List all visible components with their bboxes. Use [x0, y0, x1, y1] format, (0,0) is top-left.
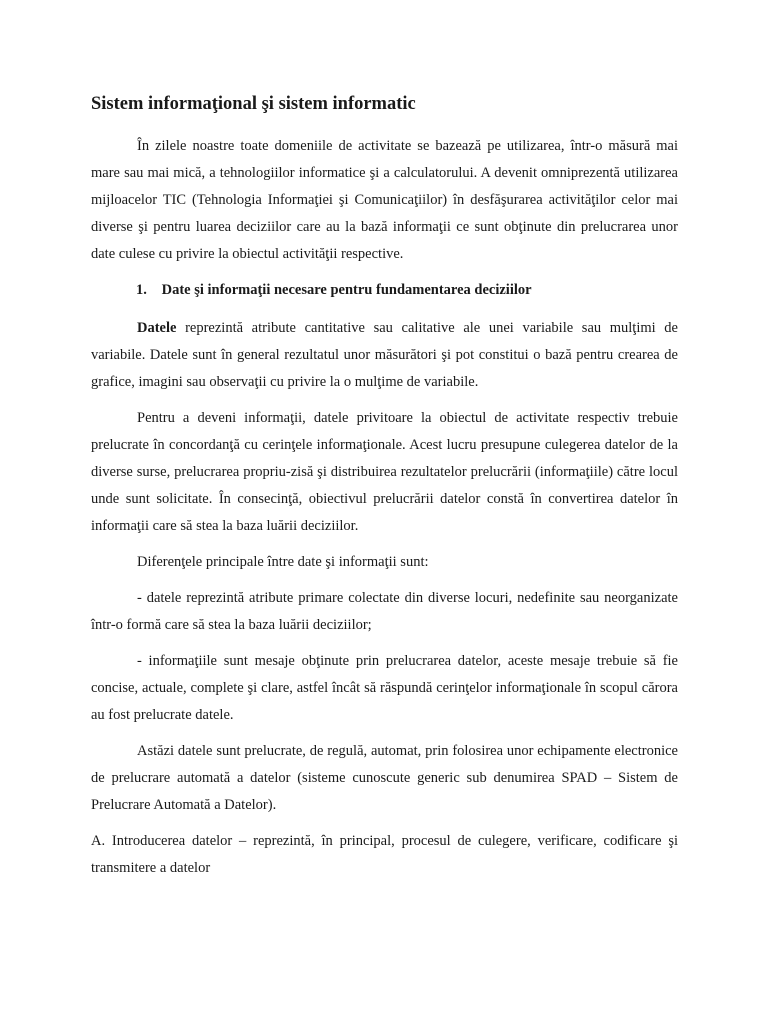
differences-intro: Diferenţele principale între date şi informaţii sunt:	[137, 554, 429, 570]
section-heading-text: Date şi informaţii necesare pentru fundamentarea deciziilor	[161, 282, 532, 298]
section-heading	[91, 277, 678, 304]
intro-paragraph: În zilele noastre toate domeniile de activitate se bazează pe utilizarea, într-o măsură mai mare sau mai mică, a tehnologiilor informatice şi a calculatorului. A devenit omniprezentă utilizarea mijloacelor TIC (Tehnologia Informaţiei şi Comunicaţiilor) în desfăşurarea activităţilor celor mai diverse şi pentru luarea deciziilor care au la bază informaţii ce sunt obţinute din prelucrarea unor date culese cu privire la obiectul activităţii respective.	[91, 138, 678, 262]
datele-term: Datele	[137, 320, 177, 336]
datele-paragraph	[91, 315, 678, 396]
informatii-paragraph: Pentru a deveni informaţii, datele privitoare la obiectul de activitate respectiv trebuie prelucrate în concordanţă cu cerinţele informaţionale. Acest lucru presupune culegerea datelor de la diverse surse, prelucrarea propriu-zisă şi distribuirea rezultatelor prelucrării (informaţiile) către locul unde sunt solicitate. În consecinţă, obiectivul prelucrării datelor constă în convertirea datelor în informaţii care să stea la baza luării deciziilor.	[91, 410, 678, 534]
difference-date-item: - datele reprezintă atribute primare colectate din diverse locuri, nedefinite sau neorganizate într-o formă care să stea la baza luării deciziilor;	[91, 590, 678, 633]
spad-paragraph: Astăzi datele sunt prelucrate, de regulă, automat, prin folosirea unor echipamente electronice de prelucrare automată a datelor (sisteme cunoscute generic sub denumirea SPAD – Sistem de Prelucrare Automată a Datelor).	[91, 743, 678, 813]
section-number: 1.	[136, 282, 147, 298]
datele-definition: reprezintă atribute cantitative sau calitative ale unei variabile sau mulţimi de variabile. Datele sunt în general rezultatul unor măsurători şi pot constitui o bază pentru crearea de grafice, imagini sau observaţii cu privire la o mulţime de variabile.	[91, 320, 678, 390]
item-a-paragraph: A. Introducerea datelor – reprezintă, în principal, procesul de culegere, verificare, codificare şi transmitere a datelor	[91, 833, 678, 876]
document-title: Sistem informaţional şi sistem informatic	[91, 94, 416, 114]
difference-info-item: - informaţiile sunt mesaje obţinute prin prelucrarea datelor, aceste mesaje trebuie să fie concise, actuale, complete şi clare, astfel încât să răspundă cerinţelor informaţionale în scopul cărora au fost prelucrate datele.	[91, 653, 678, 723]
